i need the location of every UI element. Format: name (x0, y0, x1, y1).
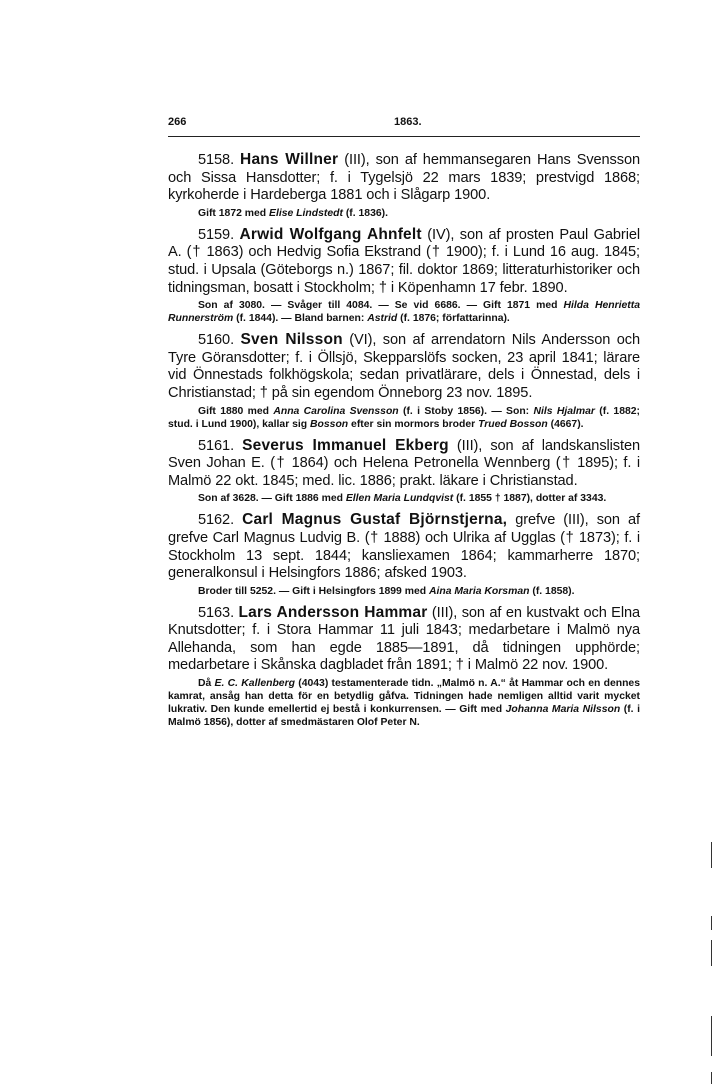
entry-name: Lars Andersson Hammar (238, 603, 428, 621)
entry (168, 151, 640, 220)
note-text: (f. 1876; författarinna). (397, 313, 510, 325)
note-text: Gift 1872 med (198, 207, 270, 219)
note-text: (f. i Stoby 1856). — Son: (398, 405, 534, 417)
entry-list (168, 137, 640, 729)
entry (168, 331, 640, 430)
note-text: efter sin mormors broder (348, 418, 479, 430)
entry-text (168, 331, 640, 402)
entry-note (168, 492, 640, 505)
note-name: Bosson (310, 418, 349, 430)
entry-note (168, 405, 640, 431)
entry-number: 5159. (198, 226, 235, 243)
note-name: Aina Maria Korsman (428, 585, 530, 597)
entry-number: 5161. (198, 437, 235, 454)
book-page (168, 112, 640, 735)
margin-mark (711, 1072, 712, 1084)
note-text: (f. i Malmö 1856), dotter af smedmästaren Olof Peter N. (168, 704, 641, 729)
note-text: Då (198, 678, 215, 690)
note-name: E. C. Kallenberg (214, 678, 295, 690)
entry-body: (IV), son af prosten Paul Gabriel A. († 1863) och Hedvig Sofia Ekstrand († 1900); f. i Lund 16 aug. 1845; stud. i Upsala (Göteborgs n.) 1867; fil. doktor 1869; litteraturhistoriker och tidningsman, bosatt i Stockholm; † i Köpenhamn 17 febr. 1890. (168, 226, 640, 296)
entry-body: (III), son af landskanslisten Sven Johan E. († 1864) och Helena Petronella Wennberg († 1895); f. i Malmö 22 okt. 1845; med. lic. 1886; prakt. läkare i Christianstad. (168, 437, 640, 489)
note-text: Son af 3628. — Gift 1886 med (198, 493, 346, 505)
note-text: Gift 1880 med (198, 405, 274, 417)
entry-body: (VI), son af arrendatorn Nils Andersson och Tyre Göransdotter; f. i Öllsjö, Skepparslöfs socken, 23 april 1841; lärare vid Önnestads folkhögskola; sedan privatlärare, dels i Önnestad, dels i Christianstad; † på sin egendom Önneborg 23 nov. 1895. (168, 332, 640, 401)
note-name: Nils Hjalmar (533, 405, 595, 417)
entry-name: Hans Willner (240, 151, 339, 168)
margin-mark (711, 842, 712, 868)
note-name: Ellen Maria Lundqvist (345, 493, 454, 505)
entry-body: grefve (III), son af grefve Carl Magnus Ludvig B. († 1888) och Ulrika af Ugglas († 1873); f. i Stockholm 13 sept. 1844; kansliexamen 1864; kammarherre 1870; generalkonsul i Helsingfors 1886; afsked 1903. (168, 512, 640, 582)
entry-body: (III), son af hemmansegaren Hans Svensson och Sissa Hansdotter; f. i Tygelsjö 22 mars 1839; prestvigd 1868; kyrkoherde i Hardeberga 1881 och i Slågarp 1900. (168, 152, 640, 204)
margin-mark (711, 1016, 712, 1056)
entry-note (168, 585, 640, 598)
entry-number: 5160. (198, 332, 235, 349)
note-name: Astrid (367, 313, 398, 325)
page-number: 266 (168, 116, 187, 128)
entry-number: 5158. (198, 152, 235, 168)
note-text: Son af 3080. — Svåger till 4084. — Se vid 6686. — Gift 1871 med (198, 300, 564, 312)
entry-text (168, 151, 640, 205)
entry-name: Arwid Wolfgang Ahnfelt (239, 225, 422, 243)
entry-text (168, 437, 640, 491)
margin-mark (711, 916, 712, 930)
page-year: 1863. (394, 116, 422, 128)
note-text: Broder till 5252. — Gift i Helsingfors 1899 med (198, 585, 429, 597)
entry-name: Severus Immanuel Ekberg (242, 436, 449, 454)
entry-text (168, 511, 640, 582)
entry-number: 5162. (198, 512, 235, 529)
entry-name: Carl Magnus Gustaf Björnstjerna, (242, 511, 508, 529)
note-name: Hilda Henrietta Runnerström (168, 300, 640, 325)
entry (168, 511, 640, 597)
page-header (168, 112, 640, 137)
note-text: (f. 1855 † 1887), dotter af 3343. (453, 493, 607, 505)
entry-text (168, 226, 640, 297)
note-text: (f. 1844). — Bland barnen: (233, 313, 368, 325)
entry (168, 226, 640, 325)
entry-note (168, 677, 640, 729)
note-name: Johanna Maria Nilsson (505, 704, 621, 716)
note-name: Trued Bosson (478, 418, 548, 430)
note-name: Anna Carolina Svensson (273, 405, 399, 417)
margin-mark (711, 940, 712, 966)
note-text: (f. 1858). (529, 585, 575, 597)
entry (168, 437, 640, 506)
entry-text (168, 604, 640, 675)
note-text: (f. 1836). (342, 207, 388, 219)
note-text: (f. 1882; stud. i Lund 1900), kallar sig (168, 405, 641, 430)
entry (168, 604, 640, 729)
entry-body: (III), son af en kustvakt och Elna Knutsdotter; f. i Stora Hammar 11 juli 1843; medarbetare i Malmö nya Allehanda, som han egde 1885—1891, då tidningen upphörde; medarbetare i Skånska dagbladet från 1891; † i Malmö 22 nov. 1900. (168, 604, 640, 674)
note-text: (4043) testamenterade tidn. „Malmö n. A.“ åt Hammar och en dennes kamrat, ansåg han detta för en betydlig gåfva. Tidningen hade nemligen alltid varit mycket lukrativ. Den kunde emellertid ej bestå i konkurrensen. — Gift med (168, 678, 640, 716)
entry-note (168, 207, 640, 220)
entry-name: Sven Nilsson (240, 331, 343, 349)
entry-number: 5163. (198, 604, 235, 621)
note-name: Elise Lindstedt (269, 207, 343, 219)
note-text: (4667). (547, 418, 584, 430)
entry-note (168, 299, 640, 325)
